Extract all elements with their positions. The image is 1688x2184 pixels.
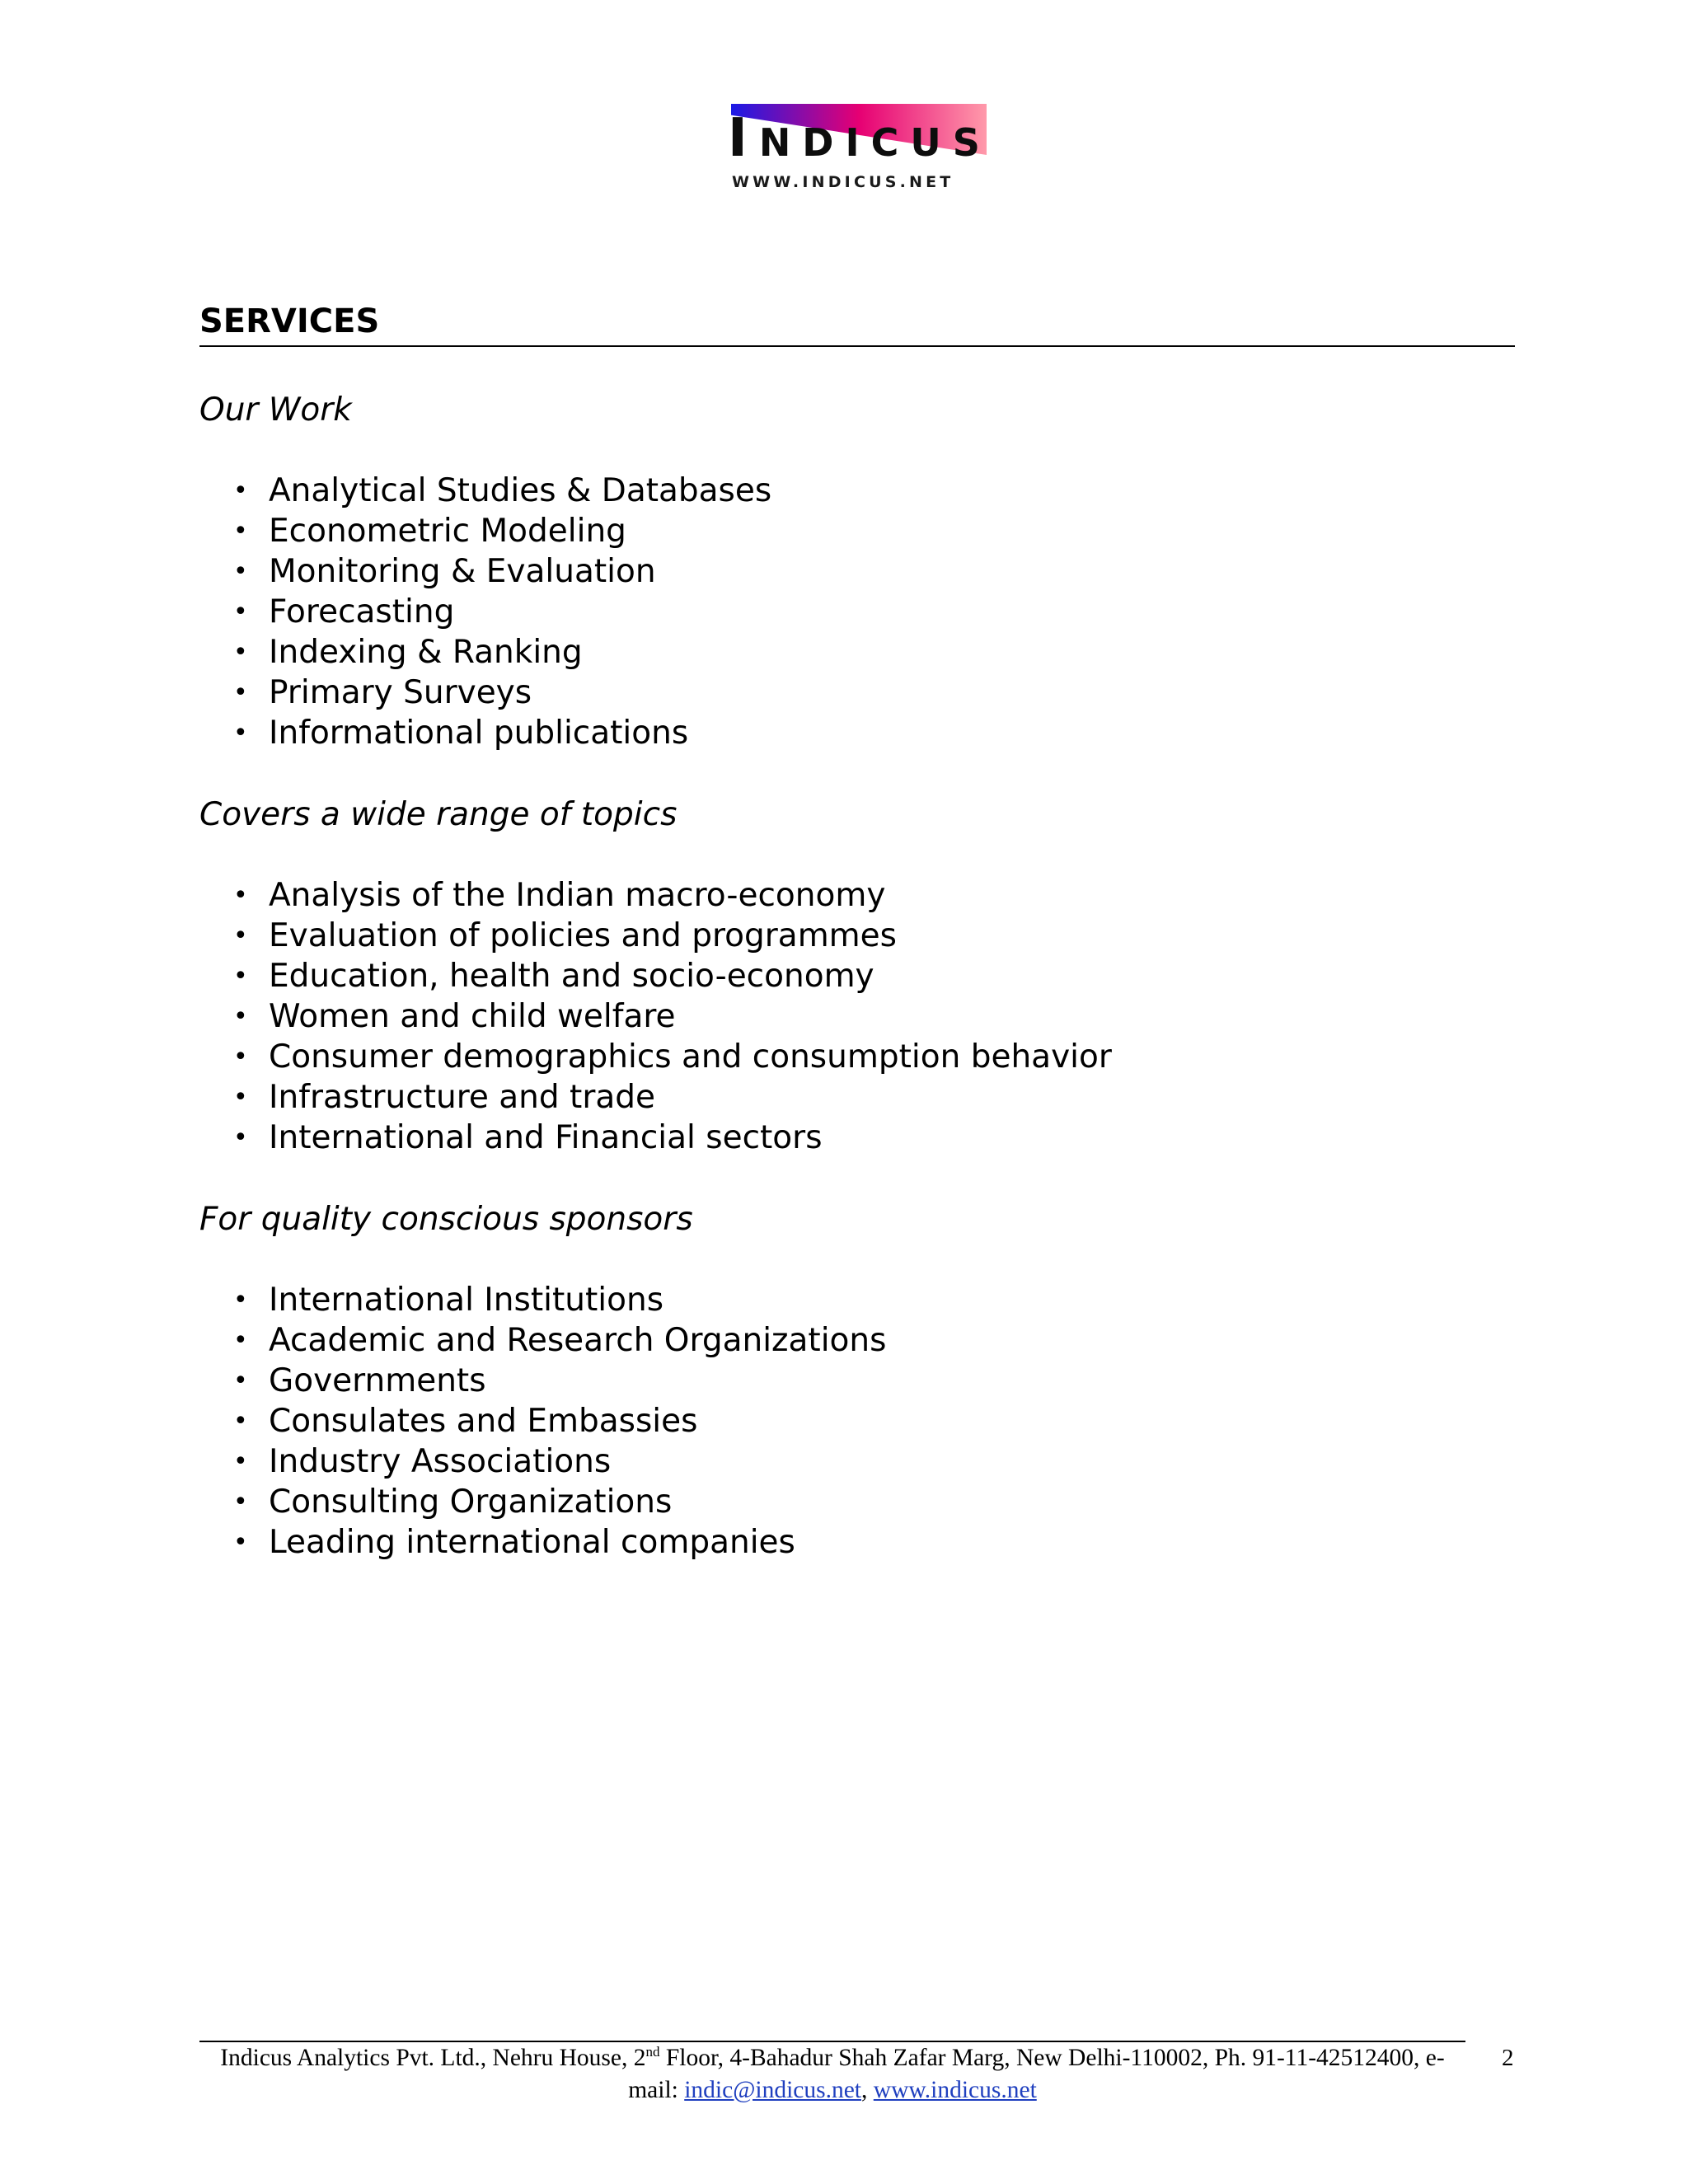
list-item <box>233 1320 886 1361</box>
bullet-icon: • <box>233 719 248 748</box>
list-item <box>233 875 1112 916</box>
group-heading-sponsors: For quality conscious sponsors <box>199 1201 693 1238</box>
list-item-label: Women and child welfare <box>269 998 676 1035</box>
bullet-icon: • <box>233 678 248 707</box>
list-our-work <box>233 471 771 753</box>
list-item <box>233 1280 886 1320</box>
bullet-icon: • <box>233 1447 248 1476</box>
logo-initial: I <box>728 108 759 169</box>
list-item-label: Informational publications <box>269 715 689 752</box>
list-item <box>233 713 771 753</box>
bullet-icon: • <box>233 1366 248 1395</box>
list-item-label: International and Financial sectors <box>269 1119 823 1156</box>
logo-url: WWW.INDICUS.NET <box>732 173 954 191</box>
list-item <box>233 1441 886 1482</box>
list-item-label: Consulates and Embassies <box>269 1403 698 1440</box>
list-item <box>233 551 771 592</box>
bullet-icon: • <box>233 1407 248 1436</box>
footer-ordinal-suffix: nd <box>645 2044 660 2060</box>
bullet-icon: • <box>233 1488 248 1516</box>
bullet-icon: • <box>233 598 248 626</box>
bullet-icon: • <box>233 1002 248 1031</box>
list-item <box>233 1037 1112 1077</box>
list-item-label: Evaluation of policies and programmes <box>269 917 897 954</box>
list-item-label: Leading international companies <box>269 1524 795 1561</box>
list-item <box>233 916 1112 956</box>
page-number: 2 <box>1502 2045 1514 2071</box>
bullet-icon: • <box>233 1043 248 1071</box>
list-item <box>233 673 771 713</box>
list-item-label: Econometric Modeling <box>269 513 626 550</box>
bullet-icon: • <box>233 557 248 586</box>
list-item <box>233 1118 1112 1158</box>
list-item <box>233 632 771 673</box>
bullet-icon: • <box>233 1528 248 1557</box>
company-logo <box>728 104 992 194</box>
list-item-label: Industry Associations <box>269 1443 612 1480</box>
footer-address-part1: Indicus Analytics Pvt. Ltd., Nehru House, 2 <box>220 2045 646 2071</box>
logo-rest: NDICUS <box>758 120 992 165</box>
list-sponsors <box>233 1280 886 1563</box>
list-item-label: Forecasting <box>269 593 455 630</box>
bullet-icon: • <box>233 638 248 667</box>
bullet-icon: • <box>233 962 248 991</box>
footer-address <box>199 2042 1465 2107</box>
title-divider <box>199 345 1515 347</box>
footer-address-part2: Floor, 4-Bahadur Shah Zafar Marg, New Delhi-110002, Ph. 91-11-42512400, e-mail: <box>628 2045 1445 2103</box>
bullet-icon: • <box>233 1326 248 1355</box>
list-item-label: Consulting Organizations <box>269 1483 673 1521</box>
list-item-label: Governments <box>269 1362 486 1399</box>
bullet-icon: • <box>233 881 248 910</box>
list-item-label: Indexing & Ranking <box>269 634 583 671</box>
group-heading-our-work: Our Work <box>199 391 352 429</box>
footer-separator: , <box>861 2077 874 2103</box>
list-item-label: Academic and Research Organizations <box>269 1322 887 1359</box>
footer-website-link[interactable]: www.indicus.net <box>873 2077 1037 2103</box>
list-item <box>233 511 771 551</box>
list-item <box>233 1522 886 1563</box>
list-topics <box>233 875 1112 1158</box>
list-item-label: Primary Surveys <box>269 674 532 711</box>
list-item <box>233 1401 886 1441</box>
list-item <box>233 471 771 511</box>
list-item <box>233 996 1112 1037</box>
list-item <box>233 1077 1112 1118</box>
bullet-icon: • <box>233 517 248 546</box>
list-item-label: Monitoring & Evaluation <box>269 553 656 590</box>
list-item <box>233 1482 886 1522</box>
list-item-label: Analytical Studies & Databases <box>269 472 772 509</box>
list-item-label: International Institutions <box>269 1282 664 1319</box>
bullet-icon: • <box>233 1123 248 1152</box>
list-item <box>233 1361 886 1401</box>
section-title: SERVICES <box>199 302 380 340</box>
logo-wordmark <box>728 108 992 169</box>
bullet-icon: • <box>233 476 248 505</box>
footer-email-link[interactable]: indic@indicus.net <box>684 2077 862 2103</box>
list-item <box>233 592 771 632</box>
list-item-label: Consumer demographics and consumption behavior <box>269 1038 1112 1076</box>
list-item <box>233 956 1112 996</box>
group-heading-topics: Covers a wide range of topics <box>199 796 678 833</box>
bullet-icon: • <box>233 1286 248 1315</box>
list-item-label: Analysis of the Indian macro-economy <box>269 877 886 914</box>
list-item-label: Education, health and socio-economy <box>269 958 874 995</box>
list-item-label: Infrastructure and trade <box>269 1079 656 1116</box>
bullet-icon: • <box>233 1083 248 1112</box>
bullet-icon: • <box>233 921 248 950</box>
